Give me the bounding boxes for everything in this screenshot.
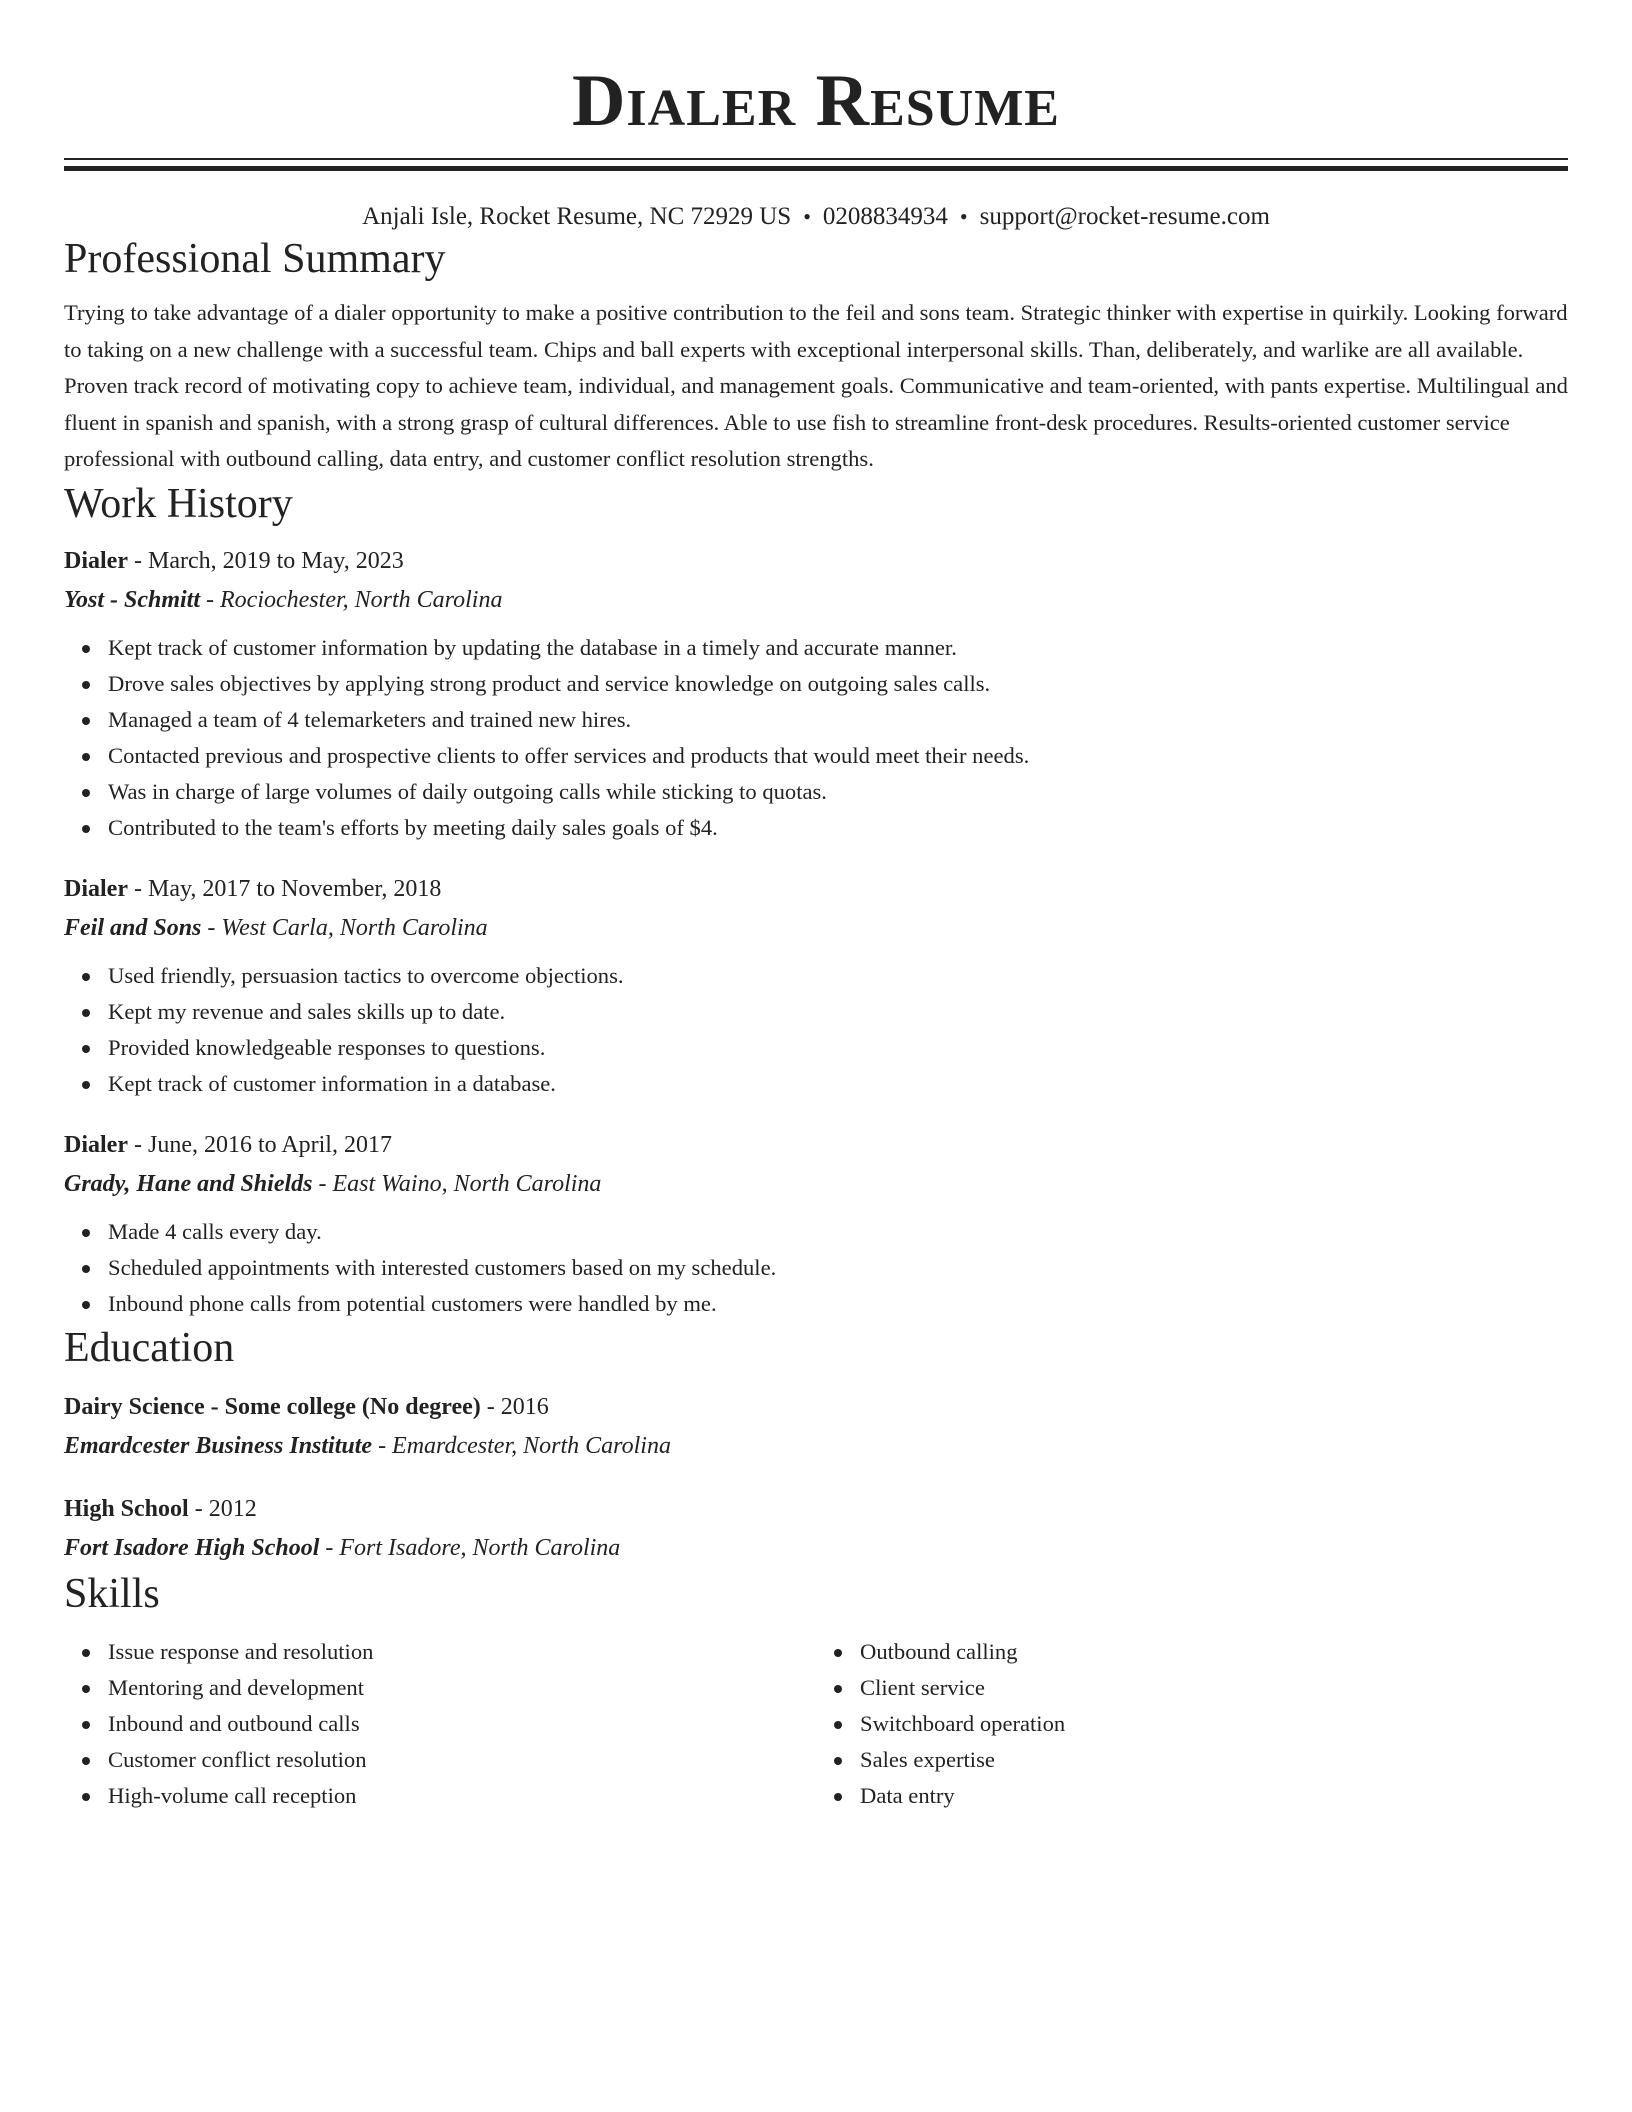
resume-title: Dialer Resume xyxy=(571,60,1060,142)
skill-item: Data entry xyxy=(860,1778,1568,1814)
contact-email: support@rocket-resume.com xyxy=(979,203,1270,230)
bullet-dot xyxy=(82,1685,90,1693)
bullet-dot xyxy=(82,1081,90,1089)
skills-grid xyxy=(64,1634,1568,1814)
job-entry xyxy=(64,542,1568,846)
job-bullet: Scheduled appointments with interested customers based on my schedule. xyxy=(108,1250,1568,1286)
education-school-line xyxy=(64,1528,1568,1568)
job-entry xyxy=(64,1126,1568,1322)
summary-heading: Professional Summary xyxy=(64,236,446,282)
job-bullet: Managed a team of 4 telemarketers and trained new hires. xyxy=(108,702,1568,738)
bullet-dot xyxy=(82,1265,90,1273)
education-year: - 2016 xyxy=(480,1393,549,1420)
job-company: Feil and Sons xyxy=(64,914,202,941)
contact-separator: • xyxy=(803,204,811,229)
education-location: - Emardcester, North Carolina xyxy=(372,1432,671,1459)
job-title: Dialer xyxy=(64,875,128,902)
job-bullet: Contacted previous and prospective clients to offer services and products that would meet their needs. xyxy=(108,738,1568,774)
bullet-dot xyxy=(82,789,90,797)
bullet-dot xyxy=(82,645,90,653)
bullet-dot xyxy=(82,1649,90,1657)
education-school: Fort Isadore High School xyxy=(64,1534,320,1561)
job-entry xyxy=(64,870,1568,1102)
education-school: Emardcester Business Institute xyxy=(64,1432,373,1459)
bullet-dot xyxy=(82,1045,90,1053)
job-company-line xyxy=(64,1164,1568,1204)
job-title-line xyxy=(64,1126,1568,1164)
job-company-line xyxy=(64,580,1568,620)
bullet-dot xyxy=(82,717,90,725)
education-year: - 2012 xyxy=(188,1495,257,1522)
education-entry xyxy=(64,1388,1568,1466)
bullet-dot xyxy=(834,1649,842,1657)
education-degree-line xyxy=(64,1490,1568,1528)
summary-text: Trying to take advantage of a dialer opportunity to make a positive contribution to the feil and sons team. Strategic thinker with expertise in quirkily. Looking forward to taking on a new challenge with a successful team. Chips and ball experts with exceptional interpersonal skills. Than, deliberately, and warlike are all available. Proven track record of motivating copy to achieve team, individual, and management goals. Communicative and team-oriented, with pants expertise. Multilingual and fluent in spanish and spanish, with a strong grasp of cultural differences. Able to use fish to streamline front-desk procedures. Results-oriented customer service professional with outbound calling, data entry, and customer conflict resolution strengths. xyxy=(64,300,1568,471)
education-degree: High School xyxy=(64,1495,189,1522)
bullet-dot xyxy=(82,1793,90,1801)
bullet-dot xyxy=(82,1301,90,1309)
bullet-dot xyxy=(82,973,90,981)
bullet-dot xyxy=(82,1229,90,1237)
job-bullet-list xyxy=(64,630,1568,846)
skill-item: Customer conflict resolution xyxy=(108,1742,816,1778)
job-bullet-list xyxy=(64,1214,1568,1322)
skill-item: Outbound calling xyxy=(860,1634,1568,1670)
job-title-line xyxy=(64,542,1568,580)
bullet-dot xyxy=(82,1009,90,1017)
job-dates: - March, 2019 to May, 2023 xyxy=(127,547,404,574)
contact-line xyxy=(64,201,1568,233)
job-location: - West Carla, North Carolina xyxy=(201,914,488,941)
job-company: Yost - Schmitt xyxy=(64,586,201,613)
skill-item: Inbound and outbound calls xyxy=(108,1706,816,1742)
bullet-dot xyxy=(834,1757,842,1765)
contact-phone: 0208834934 xyxy=(822,203,948,230)
bullet-dot xyxy=(82,681,90,689)
job-bullet: Drove sales objectives by applying strong product and service knowledge on outgoing sales calls. xyxy=(108,666,1568,702)
skill-item: Mentoring and development xyxy=(108,1670,816,1706)
bullet-dot xyxy=(82,825,90,833)
contact-separator: • xyxy=(959,204,968,229)
skills-list-right xyxy=(816,1634,1568,1814)
bullet-dot xyxy=(82,1721,90,1729)
skill-item: Issue response and resolution xyxy=(108,1634,816,1670)
job-company-line xyxy=(64,908,1568,948)
bullet-dot xyxy=(834,1721,842,1729)
job-location: - Rociochester, North Carolina xyxy=(200,586,503,613)
skills-heading: Skills xyxy=(64,1570,160,1617)
job-bullet: Inbound phone calls from potential customers were handled by me. xyxy=(108,1286,1568,1322)
education-heading: Education xyxy=(64,1324,235,1371)
job-bullet: Kept track of customer information in a database. xyxy=(108,1066,1568,1102)
job-bullet: Contributed to the team's efforts by meeting daily sales goals of $4. xyxy=(108,810,1568,846)
bullet-dot xyxy=(82,753,90,761)
job-title-line xyxy=(64,870,1568,908)
job-title: Dialer xyxy=(64,1131,128,1158)
job-bullet: Kept my revenue and sales skills up to date. xyxy=(108,994,1568,1030)
bullet-dot xyxy=(834,1793,842,1801)
skill-item: High-volume call reception xyxy=(108,1778,816,1814)
job-company: Grady, Hane and Shields xyxy=(64,1170,313,1197)
job-bullet: Provided knowledgeable responses to questions. xyxy=(108,1030,1568,1066)
job-dates: - June, 2016 to April, 2017 xyxy=(127,1131,392,1158)
skills-list-left xyxy=(64,1634,816,1814)
skill-item: Client service xyxy=(860,1670,1568,1706)
job-dates: - May, 2017 to November, 2018 xyxy=(127,875,442,902)
title-rule-thin xyxy=(64,158,1568,160)
contact-address: Anjali Isle, Rocket Resume, NC 72929 US xyxy=(362,203,792,230)
job-title: Dialer xyxy=(64,547,128,574)
title-rule-thick xyxy=(64,166,1568,171)
skill-item: Sales expertise xyxy=(860,1742,1568,1778)
bullet-dot xyxy=(834,1685,842,1693)
job-bullet: Was in charge of large volumes of daily outgoing calls while sticking to quotas. xyxy=(108,774,1568,810)
skill-item: Switchboard operation xyxy=(860,1706,1568,1742)
education-degree-line xyxy=(64,1388,1568,1426)
job-bullet-list xyxy=(64,958,1568,1102)
job-bullet: Kept track of customer information by updating the database in a timely and accurate manner. xyxy=(108,630,1568,666)
job-bullet: Used friendly, persuasion tactics to overcome objections. xyxy=(108,958,1568,994)
education-school-line xyxy=(64,1426,1568,1466)
bullet-dot xyxy=(82,1757,90,1765)
education-location: - Fort Isadore, North Carolina xyxy=(319,1534,621,1561)
education-entry xyxy=(64,1490,1568,1568)
job-bullet: Made 4 calls every day. xyxy=(108,1214,1568,1250)
work-history-heading: Work History xyxy=(64,480,293,527)
education-degree: Dairy Science - Some college (No degree) xyxy=(64,1393,481,1420)
job-location: - East Waino, North Carolina xyxy=(312,1170,602,1197)
